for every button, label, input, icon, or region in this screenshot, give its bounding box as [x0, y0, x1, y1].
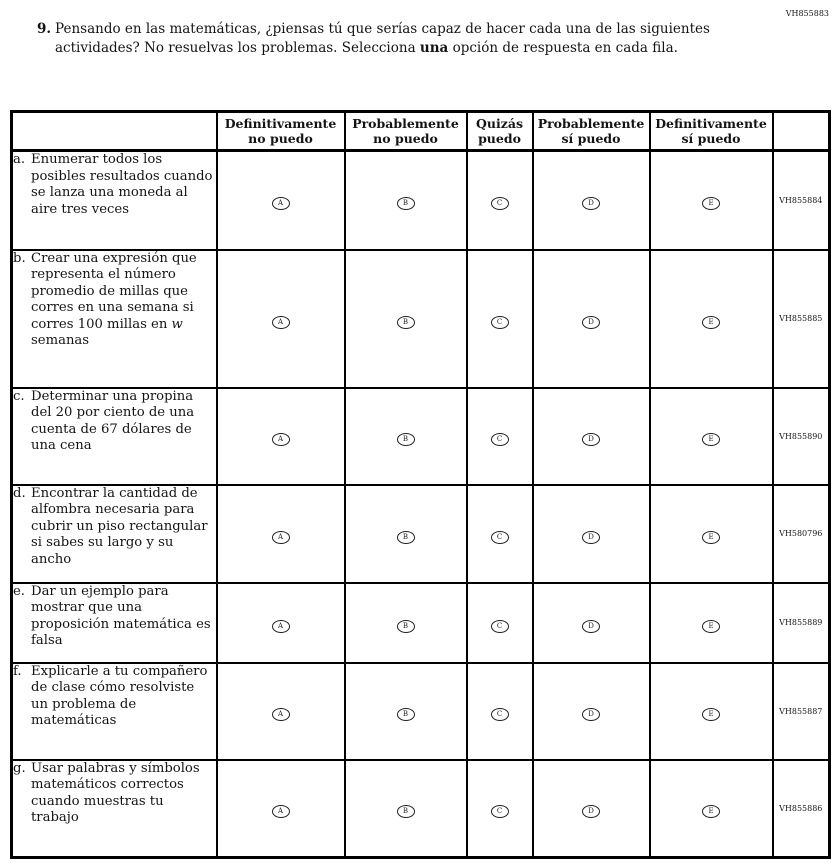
option-bubble-c[interactable]: C: [491, 531, 509, 544]
activity-row: [12, 760, 830, 858]
option-bubble-b[interactable]: B: [397, 708, 415, 721]
row-letter: a.: [13, 152, 26, 167]
option-cell: [467, 760, 533, 858]
option-bubble-d[interactable]: D: [582, 197, 600, 210]
activity-label-cell: [12, 583, 217, 663]
option-bubble-a[interactable]: A: [272, 531, 290, 544]
option-bubble-b[interactable]: B: [397, 433, 415, 446]
option-cell: [345, 485, 467, 583]
option-bubble-a[interactable]: A: [272, 197, 290, 210]
question-number: 9.: [37, 21, 52, 37]
row-letter: e.: [13, 583, 25, 599]
row-code: VH855884: [773, 151, 830, 250]
option-cell: [533, 663, 650, 760]
activity-label-cell: [12, 663, 217, 760]
option-cell: [345, 760, 467, 858]
question-text-bold: una: [419, 39, 449, 56]
option-cell: [533, 250, 650, 388]
activity-text: Crear una expresión que representa el número promedio de millas que corres en una semana si corres 100 millas en w semanas: [31, 250, 197, 348]
option-cell: [467, 388, 533, 485]
option-cell: [467, 663, 533, 760]
option-bubble-e[interactable]: E: [702, 531, 720, 544]
column-header-probably-cannot: Probablemente no puedo: [345, 112, 467, 151]
option-cell: [533, 485, 650, 583]
option-cell: [467, 485, 533, 583]
option-bubble-b[interactable]: B: [397, 531, 415, 544]
option-bubble-a[interactable]: A: [272, 433, 290, 446]
row-code: VH855886: [773, 760, 830, 858]
activity-row: [12, 485, 830, 583]
activity-row: [12, 663, 830, 760]
column-header-maybe-can: Quizás puedo: [467, 112, 533, 151]
option-cell: [217, 760, 345, 858]
option-bubble-a[interactable]: A: [272, 708, 290, 721]
option-bubble-e[interactable]: E: [702, 433, 720, 446]
option-cell: [650, 583, 773, 663]
option-bubble-a[interactable]: A: [272, 620, 290, 633]
question-text: [55, 20, 727, 57]
activity-text: Encontrar la cantidad de alfombra necesaria para cubrir un piso rectangular si sabes su largo y su ancho: [31, 485, 208, 567]
option-bubble-d[interactable]: D: [582, 316, 600, 329]
activity-label-cell: [12, 151, 217, 250]
option-cell: [467, 151, 533, 250]
option-cell: [217, 583, 345, 663]
header-row: [12, 112, 830, 151]
row-letter: b.: [13, 250, 26, 266]
activity-text: Usar palabras y símbolos matemáticos correctos cuando muestras tu trabajo: [31, 760, 200, 825]
option-bubble-c[interactable]: C: [491, 708, 509, 721]
option-bubble-c[interactable]: C: [491, 316, 509, 329]
option-cell: [650, 151, 773, 250]
option-cell: [217, 485, 345, 583]
option-cell: [533, 388, 650, 485]
option-cell: [345, 583, 467, 663]
option-bubble-b[interactable]: B: [397, 197, 415, 210]
column-header-definitely-cannot: Definitivamente no puedo: [217, 112, 345, 151]
activity-label-cell: [12, 388, 217, 485]
option-cell: [650, 760, 773, 858]
activity-label-cell: [12, 485, 217, 583]
option-cell: [650, 388, 773, 485]
option-bubble-b[interactable]: B: [397, 805, 415, 818]
option-cell: [345, 663, 467, 760]
row-code: VH855887: [773, 663, 830, 760]
option-cell: [217, 250, 345, 388]
row-letter: d.: [13, 485, 26, 501]
activity-row: [12, 250, 830, 388]
option-bubble-d[interactable]: D: [582, 620, 600, 633]
question-text-start: Pensando en las matemáticas, ¿piensas tú que serías capaz de hacer cada una de las siguientes actividades? No resuelvas los problemas. Selecciona: [55, 21, 710, 56]
activity-text: Dar un ejemplo para mostrar que una proposición matemática es falsa: [31, 583, 211, 648]
activity-label-cell: [12, 250, 217, 388]
row-code: VH580796: [773, 485, 830, 583]
header-code-cell: [773, 112, 830, 151]
activity-row: [12, 151, 830, 250]
option-cell: [533, 151, 650, 250]
row-letter: g.: [13, 760, 26, 776]
header-stub-cell: [12, 112, 217, 151]
question: [37, 20, 727, 57]
activity-label-cell: [12, 760, 217, 858]
option-bubble-e[interactable]: E: [702, 316, 720, 329]
activity-text: Determinar una propina del 20 por ciento de una cuenta de 67 dólares de una cena: [31, 388, 195, 453]
activity-row: [12, 583, 830, 663]
option-bubble-e[interactable]: E: [702, 620, 720, 633]
row-code: VH855890: [773, 388, 830, 485]
option-cell: [650, 663, 773, 760]
option-cell: [217, 663, 345, 760]
option-cell: [345, 250, 467, 388]
option-cell: [533, 760, 650, 858]
option-bubble-e[interactable]: E: [702, 805, 720, 818]
row-letter: c.: [13, 388, 25, 404]
option-cell: [217, 388, 345, 485]
row-code: VH855889: [773, 583, 830, 663]
option-cell: [533, 583, 650, 663]
response-matrix-table: [10, 110, 831, 859]
option-cell: [345, 388, 467, 485]
option-cell: [467, 250, 533, 388]
option-bubble-a[interactable]: A: [272, 805, 290, 818]
row-code: VH855885: [773, 250, 830, 388]
option-bubble-d[interactable]: D: [582, 708, 600, 721]
row-letter: f.: [13, 663, 22, 679]
option-bubble-c[interactable]: C: [491, 433, 509, 446]
option-bubble-c[interactable]: C: [491, 805, 509, 818]
form-code-top: VH855883: [785, 9, 829, 18]
option-bubble-c[interactable]: C: [491, 620, 509, 633]
option-cell: [467, 583, 533, 663]
activity-row: [12, 388, 830, 485]
option-cell: [345, 151, 467, 250]
option-bubble-b[interactable]: B: [397, 620, 415, 633]
option-bubble-d[interactable]: D: [582, 805, 600, 818]
option-bubble-d[interactable]: D: [582, 531, 600, 544]
option-bubble-a[interactable]: A: [272, 316, 290, 329]
question-text-end: opción de respuesta en cada fila.: [448, 39, 678, 56]
activity-text: Enumerar todos los posibles resultados cuando se lanza una moneda al aire tres veces: [31, 152, 213, 217]
option-bubble-b[interactable]: B: [397, 316, 415, 329]
option-bubble-e[interactable]: E: [702, 708, 720, 721]
column-header-probably-can: Probablemente sí puedo: [533, 112, 650, 151]
option-bubble-d[interactable]: D: [582, 433, 600, 446]
option-cell: [217, 151, 345, 250]
column-header-definitely-can: Definitivamente sí puedo: [650, 112, 773, 151]
option-cell: [650, 485, 773, 583]
option-bubble-e[interactable]: E: [702, 197, 720, 210]
activity-text: Explicarle a tu compañero de clase cómo resolviste un problema de matemáticas: [31, 663, 208, 728]
option-bubble-c[interactable]: C: [491, 197, 509, 210]
option-cell: [650, 250, 773, 388]
